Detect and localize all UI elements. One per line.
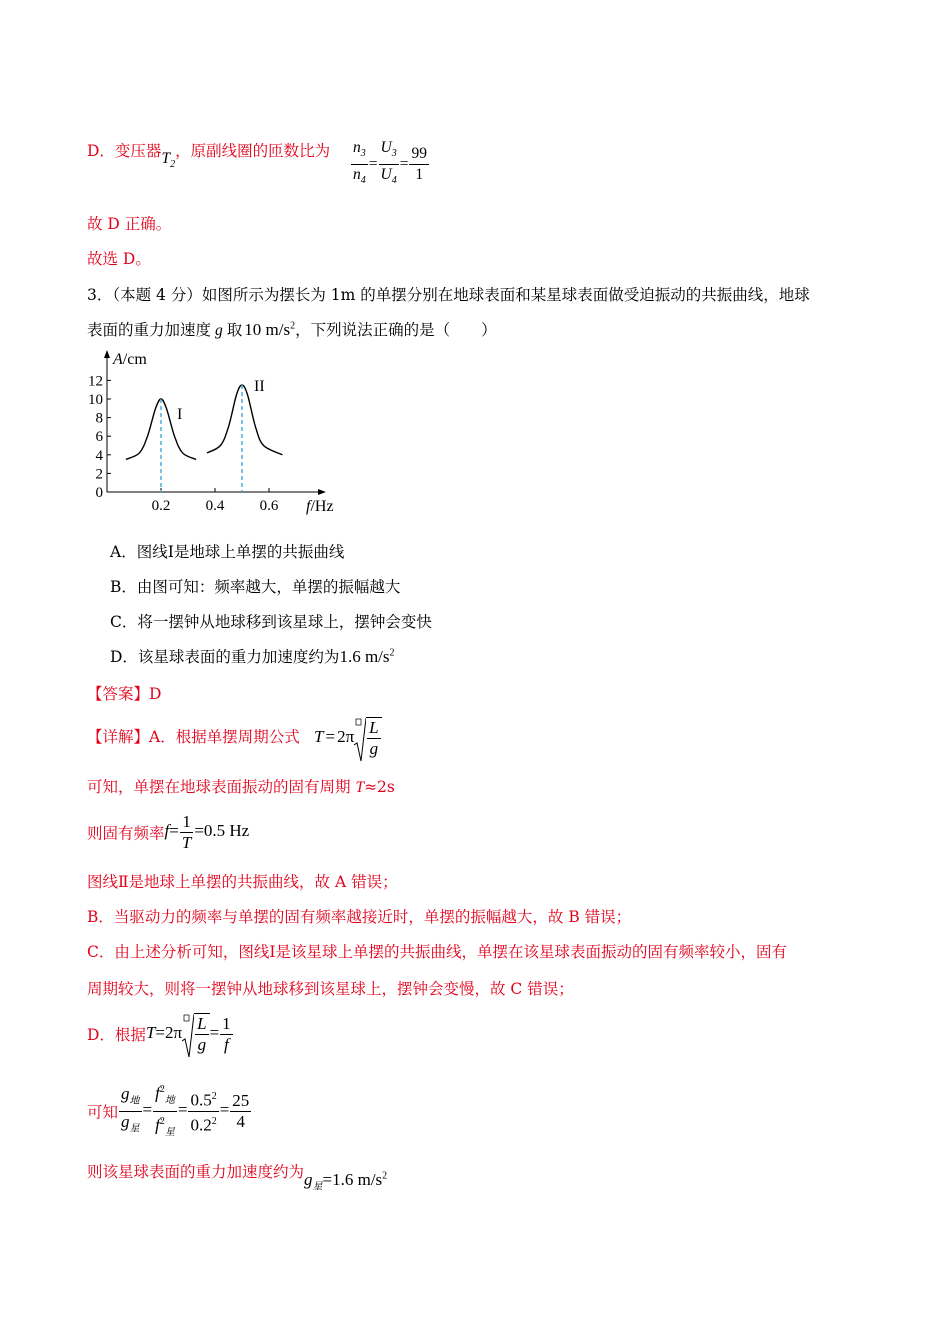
detail-line3: 则固有频率f= $\frac{1}{T}$ =0.5 Hz	[87, 812, 250, 852]
y-tick-label: 12	[88, 373, 103, 390]
prev-d-label: D．变压器	[87, 142, 162, 160]
option-c: C．将一摆钟从地球移到该星球上，摆钟会变快	[110, 613, 432, 631]
detail-line5: B．当驱动力的频率与单摆的固有频率越接近时，单摆的振幅越大，故 B 错误；	[87, 908, 632, 926]
curve-label: II	[254, 378, 265, 396]
curve-label: I	[177, 406, 183, 423]
x-axis-arrow	[318, 489, 326, 495]
resonance-chart	[82, 348, 352, 518]
period-formula: T = 2π $\frac{L}{g}$	[314, 712, 382, 762]
y-axis-arrow	[104, 350, 110, 358]
detail-line4: 图线Ⅱ是地球上单摆的共振曲线，故 A 错误；	[87, 873, 398, 891]
y-tick-label: 6	[95, 429, 103, 446]
n-ratio: $\frac{n_3}{n_4}$	[353, 139, 366, 187]
prev-d-mid: ，原副线圈的匝数比为	[175, 142, 331, 160]
y-axis-label: A/cm	[113, 351, 147, 368]
detail-line10: 则该星球表面的重力加速度约为$g_星=1.6$ $m/s^2$	[87, 1163, 388, 1193]
transformer-symbol: $T_2$	[161, 150, 176, 171]
detail-line2: 可知，单摆在地球表面振动的固有周期 T≈2s	[87, 778, 395, 796]
detail-line1: 【详解】A．根据单摆周期公式	[87, 728, 300, 746]
answer-label: 【答案】D	[87, 685, 162, 703]
detail-line6: C．由上述分析可知，图线Ⅰ是该星球上单摆的共振曲线，单摆在该星球表面振动的固有频率较小，固有	[87, 943, 787, 961]
turns-ratio-formula: $\frac{n_3}{n_4}$ = $\frac{U_3}{U_4}$ = $\frac{99}{1}$	[350, 138, 430, 191]
prev-choice: 故选 D。	[87, 250, 151, 268]
q3-stem-line2: 表面的重力加速度 g 取 10 $m/s^2$，下列说法正确的是（ ）	[87, 320, 497, 339]
x-tick-label: 0.4	[205, 498, 225, 514]
y-tick-label: 10	[88, 392, 103, 408]
detail-line7: 周期较大，则将一摆钟从地球移到该星球上，摆钟会变慢，故 C 错误；	[87, 980, 574, 998]
x-tick-label: 0.6	[259, 498, 279, 514]
q3-stem-line1: 3．（本题 4 分）如图所示为摆长为 1m 的单摆分别在地球表面和某星球表面做受迫振动的共振曲线，地球	[87, 286, 810, 304]
y-tick-label: 4	[95, 447, 103, 464]
option-d: D．该星球表面的重力加速度约为1.6 $m/s^2$	[110, 647, 395, 666]
x-axis-label: f/Hz	[306, 498, 334, 515]
prev-option-d	[87, 140, 330, 186]
detail-line8: D．根据T=2π $\frac{L}{g}$ = $\frac{1}{f}$	[87, 1013, 234, 1055]
y-tick-label: 8	[95, 410, 103, 427]
ratio-value: $\frac{99}{1}$	[411, 145, 427, 184]
option-b: B．由图可知：频率越大，单摆的振幅越大	[110, 578, 401, 596]
sqrt-l-over-g: $\frac{L}{g}$	[354, 717, 381, 759]
resonance-curve-II	[207, 385, 283, 455]
detail-line9: 可知 $\frac{g_地}{g_星}$ = $\frac{f^2_地}{f^2_星}$ = $\frac{0.5^2}{0.2^2}$ = $\frac{25}{4}$	[87, 1080, 252, 1143]
option-a: A．图线Ⅰ是地球上单摆的共振曲线	[110, 543, 345, 561]
y-tick-label: 2	[95, 466, 103, 483]
prev-conclusion: 故 D 正确。	[87, 215, 172, 233]
x-tick-label: 0.2	[151, 498, 171, 514]
u-ratio: $\frac{U_3}{U_4}$	[380, 139, 397, 187]
y-tick-label: 0	[95, 485, 103, 501]
